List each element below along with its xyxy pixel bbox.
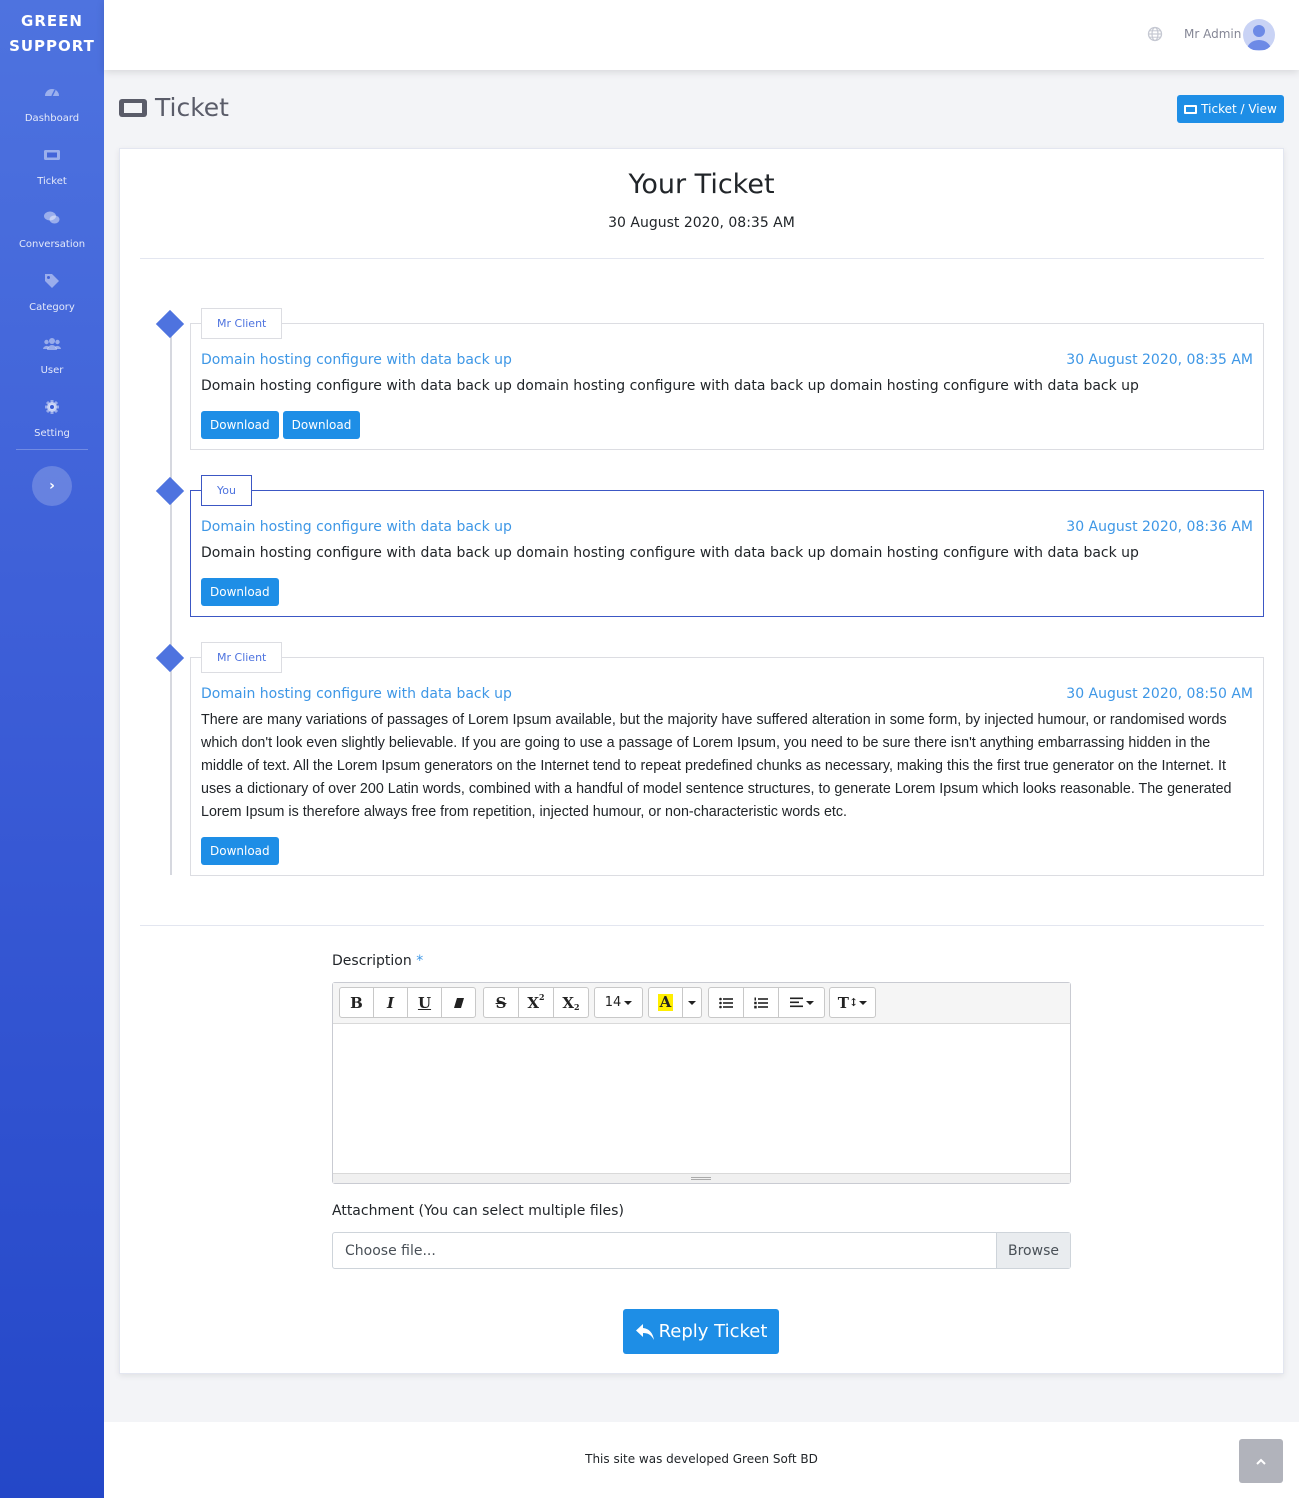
message-time: 30 August 2020, 08:36 AM [1066,519,1253,535]
list-group [708,987,825,1019]
sidebar-item-label: Conversation [18,239,86,250]
comments-icon [44,210,60,226]
color-dropdown-button[interactable] [682,987,702,1018]
font-style-group [339,987,476,1019]
sidebar-item-category[interactable] [0,259,104,322]
highlight-color-button[interactable] [648,987,683,1018]
align-left-icon [790,997,803,1008]
reply-icon [635,1323,655,1341]
sidebar-item-conversation[interactable] [0,196,104,259]
font-size-value: 14 [604,995,622,1010]
height-group [829,987,876,1019]
timeline-marker [156,310,184,338]
subscript-button[interactable] [553,987,589,1018]
message-author-tag: Mr Client [201,308,282,339]
message-author-tag: You [201,475,252,506]
caret-down-icon [624,1001,632,1005]
italic-button[interactable]: I [373,987,408,1018]
timeline-marker [156,477,184,505]
sidebar [0,0,104,1498]
editor-text-area[interactable] [333,1024,1070,1174]
up-down-arrow-icon: ↕ [848,996,859,1009]
topbar [104,0,1299,70]
superscript-button[interactable] [518,987,554,1018]
download-button[interactable]: Download [201,837,279,865]
ticket-heading: Your Ticket [628,169,775,200]
caret-down-icon [688,1001,696,1005]
resize-grip-icon [691,1177,711,1178]
download-row [201,578,279,606]
chevron-up-icon [1256,1458,1266,1465]
message-time: 30 August 2020, 08:50 AM [1066,686,1253,702]
bold-button[interactable]: B [339,987,374,1018]
file-input[interactable] [332,1232,1071,1269]
timeline-marker [156,644,184,672]
download-button[interactable]: Download [283,411,361,439]
footer-text: This site was developed Green Soft BD [585,1452,818,1466]
caret-down-icon [859,1001,867,1005]
page-title-text: Ticket [155,93,229,122]
paragraph-align-dropdown[interactable] [778,987,825,1018]
divider [140,258,1264,259]
eraser-icon [453,997,465,1009]
color-group [648,987,702,1019]
superscript-letter: X [527,993,540,1012]
message-card [190,323,1264,450]
tag-icon [44,273,60,289]
font-size-dropdown[interactable] [594,987,643,1018]
download-row [201,411,360,439]
description-label-text: Description [332,953,412,969]
message-subject: Domain hosting configure with data back up [201,686,512,702]
download-button[interactable]: Download [201,411,279,439]
user-avatar-icon [1243,19,1275,51]
sidebar-divider [16,449,88,450]
browse-button[interactable]: Browse [996,1233,1070,1268]
brand-line-1: GREEN [21,12,83,30]
line-height-dropdown[interactable] [829,987,876,1018]
sidebar-item-setting[interactable] [0,385,104,448]
sidebar-item-dashboard[interactable] [0,70,104,133]
rich-text-editor [332,982,1071,1184]
message-author-tag: Mr Client [201,642,282,673]
users-icon [43,336,61,352]
reply-ticket-button[interactable] [623,1309,779,1354]
sidebar-item-label: Setting [34,428,70,439]
ticket-view-label: Ticket / View [1201,102,1277,116]
unordered-list-button[interactable] [708,987,744,1018]
ticket-icon [119,98,147,118]
scroll-to-top-button[interactable] [1239,1439,1283,1483]
message-card [190,490,1264,617]
sidebar-item-label: Dashboard [24,113,80,124]
ticket-icon [1184,105,1197,114]
tachometer-icon [44,84,60,100]
subscript-letter: X [562,993,575,1012]
list-ul-icon [719,997,733,1009]
message-body: There are many variations of passages of Lorem Ipsum available, but the majority have suffered alteration in some form, by injected humour, or randomised words which don't look even slightly believable. If you are going to use a passage of Lorem Ipsum, you need to be sure there isn't anything embarrassing hidden in the middle of text. All the Lorem Ipsum generators on the Internet tend to repeat predefined chunks as necessary, making this the first true generator on the Internet. It uses a dictionary of over 200 Latin words, combined with a handful of model sentence structures, to generate Lorem Ipsum which looks reasonable. The generated Lorem Ipsum is therefore always free from repetition, injected humour, or non-characteristic words etc. [201,712,1232,820]
timeline-line [170,325,172,875]
ordered-list-button[interactable] [743,987,779,1018]
avatar[interactable] [1243,19,1275,51]
sidebar-item-user[interactable] [0,322,104,385]
message-subject: Domain hosting configure with data back up [201,352,512,368]
file-placeholder: Choose file... [345,1243,436,1259]
brand-logo[interactable] [0,0,104,70]
ticket-view-button[interactable] [1177,95,1284,123]
script-group [483,987,589,1019]
required-mark: * [416,953,424,969]
underline-button[interactable]: U [407,987,442,1018]
subscript-mark: 2 [574,1001,580,1012]
gear-icon [44,399,60,415]
ticket-icon [44,147,60,163]
message-body: Domain hosting configure with data back up domain hosting configure with data back up domain hosting configure with data back up [201,378,1139,394]
message-body: Domain hosting configure with data back up domain hosting configure with data back up domain hosting configure with data back up [201,545,1139,561]
footer [104,1422,1299,1498]
font-size-group [594,987,643,1019]
sidebar-toggle-button[interactable] [32,466,72,506]
editor-resize-handle[interactable] [333,1173,1070,1183]
description-label [332,953,423,969]
caret-down-icon [806,1001,814,1005]
sidebar-item-label: Ticket [37,176,67,187]
sidebar-item-label: User [40,365,64,376]
highlight-letter: A [659,993,672,1011]
reply-ticket-label: Reply Ticket [658,1321,768,1342]
globe-icon[interactable] [1147,26,1163,42]
strikethrough-button[interactable]: S [483,987,519,1018]
message-subject: Domain hosting configure with data back up [201,519,512,535]
divider [140,925,1264,926]
ticket-card [119,148,1284,1374]
download-button[interactable]: Download [201,578,279,606]
message-time: 30 August 2020, 08:35 AM [1066,352,1253,368]
brand-line-2: SUPPORT [9,37,95,55]
editor-toolbar [333,983,1070,1024]
sidebar-item-label: Category [29,302,75,313]
clear-format-button[interactable] [441,987,476,1018]
download-row [201,837,279,865]
line-height-letter: T [837,993,849,1012]
user-name[interactable]: Mr Admin [1184,27,1242,41]
superscript-mark: 2 [539,991,545,1002]
chevron-right-icon: › [49,478,55,494]
message-card [190,657,1264,876]
ticket-date: 30 August 2020, 08:35 AM [608,215,795,231]
page-title [119,93,229,122]
attachment-label: Attachment (You can select multiple files) [332,1203,624,1219]
sidebar-item-ticket[interactable] [0,133,104,196]
list-ol-icon [754,997,768,1009]
